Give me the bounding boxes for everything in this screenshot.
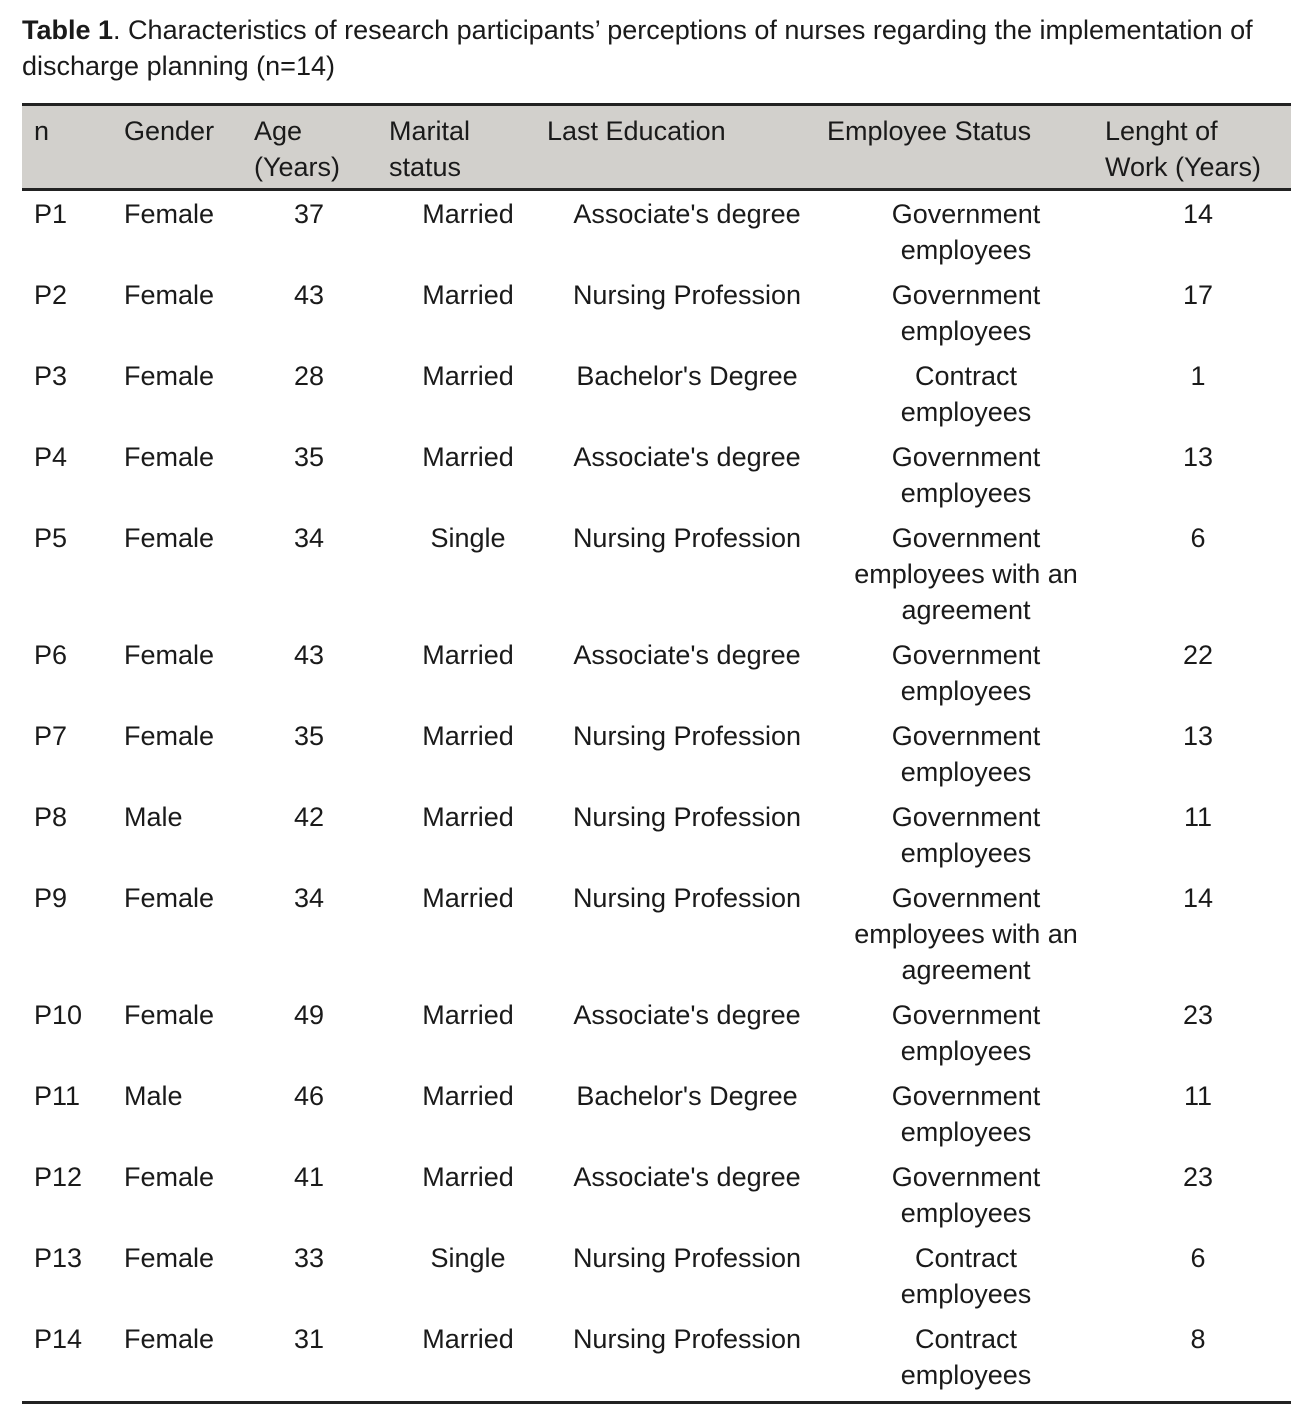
cell-last-education: Associate's degree	[573, 199, 801, 229]
cell-age: 42	[294, 802, 325, 832]
cell-marital-status: Married	[422, 802, 514, 832]
cell-age: 35	[294, 721, 325, 751]
employee-status-line: Government	[891, 1162, 1041, 1192]
cell-marital-status: Married	[422, 442, 514, 472]
cell-marital-status: Married	[422, 640, 514, 670]
cell-length-of-work: 23	[1182, 1000, 1214, 1030]
cell-last-education: Associate's degree	[573, 442, 801, 472]
participants-table	[22, 103, 1291, 1404]
cell-last-education: Bachelor's Degree	[576, 361, 798, 391]
table-row	[22, 1073, 1291, 1154]
employee-status-line: Government	[891, 721, 1041, 751]
cell-marital-status: Single	[430, 523, 506, 553]
employee-status-line: employees with an	[854, 559, 1078, 589]
cell-employee-status	[827, 434, 1105, 515]
cell-n: P14	[22, 1316, 124, 1403]
cell-age: 43	[294, 280, 325, 310]
employee-status-line: employees	[900, 1036, 1032, 1066]
cell-marital-status: Married	[422, 199, 514, 229]
cell-age: 41	[294, 1162, 325, 1192]
cell-employee-status	[827, 190, 1105, 273]
cell-length-of-work: 14	[1182, 199, 1214, 229]
cell-gender: Female	[124, 640, 215, 670]
employee-status-line: employees with an	[854, 919, 1078, 949]
cell-marital-status: Married	[422, 883, 514, 913]
cell-age: 37	[294, 199, 325, 229]
cell-employee-status	[827, 515, 1105, 632]
cell-age: 33	[294, 1243, 325, 1273]
table-row	[22, 632, 1291, 713]
cell-gender: Female	[124, 361, 215, 391]
cell-gender: Female	[124, 883, 215, 913]
cell-length-of-work: 8	[1105, 1316, 1291, 1403]
cell-n: P4	[34, 442, 68, 472]
cell-last-education: Nursing Profession	[572, 280, 802, 310]
employee-status-line: Contract	[914, 361, 1018, 391]
employee-status-line: Government	[891, 280, 1041, 310]
cell-marital-status: Married	[422, 721, 514, 751]
table-caption-text: . Characteristics of research participants’ perceptions of nurses regarding the implementation of discharge planning (n=14)	[22, 15, 1253, 81]
cell-gender: Female	[124, 721, 215, 751]
header-gender: Gender	[124, 105, 254, 190]
cell-length-of-work: 23	[1182, 1162, 1214, 1192]
header-age	[254, 105, 389, 190]
table-caption-label: Table 1	[22, 15, 114, 45]
cell-length-of-work: 11	[1183, 802, 1213, 832]
cell-employee-status	[827, 875, 1105, 992]
table-header	[22, 105, 1291, 190]
employee-status-line: employees	[900, 316, 1032, 346]
cell-gender: Male	[124, 802, 183, 832]
cell-length-of-work: 13	[1182, 721, 1214, 751]
cell-age: 31	[254, 1316, 389, 1403]
employee-status-line: employees	[900, 1279, 1032, 1309]
cell-employee-status	[827, 1235, 1105, 1316]
cell-last-education: Bachelor's Degree	[576, 1081, 798, 1111]
cell-n: P9	[34, 883, 68, 913]
header-marital-line1: Marital	[389, 116, 471, 146]
employee-status-line: Government	[891, 802, 1041, 832]
cell-n: P3	[34, 361, 68, 391]
cell-gender: Female	[124, 1316, 254, 1403]
cell-marital-status: Married	[422, 280, 514, 310]
cell-length-of-work: 1	[1190, 361, 1206, 391]
cell-last-education: Nursing Profession	[572, 721, 802, 751]
cell-marital-status: Married	[422, 1162, 514, 1192]
cell-employee-status	[827, 353, 1105, 434]
cell-n: P13	[34, 1243, 83, 1273]
header-row	[22, 105, 1291, 190]
table-caption	[22, 12, 1272, 84]
cell-length-of-work: 13	[1182, 442, 1214, 472]
employee-status-line: Government	[891, 523, 1041, 553]
table-row	[22, 1154, 1291, 1235]
table-row	[22, 515, 1291, 632]
cell-last-education: Nursing Profession	[572, 883, 802, 913]
employee-status-line: Government	[891, 1081, 1041, 1111]
employee-status-line: Government	[891, 1000, 1041, 1030]
cell-last-education: Associate's degree	[573, 1000, 801, 1030]
cell-n: P5	[34, 523, 68, 553]
cell-gender: Female	[124, 1000, 215, 1030]
cell-marital-status: Married	[422, 1081, 514, 1111]
header-age-line1: Age	[254, 116, 303, 146]
header-marital-line2: status	[389, 152, 462, 182]
cell-n: P1	[34, 199, 68, 229]
employee-status-line: employees	[900, 1360, 1032, 1390]
cell-n: P7	[34, 721, 68, 751]
cell-employee-status	[827, 1073, 1105, 1154]
cell-n: P10	[34, 1000, 83, 1030]
cell-age: 35	[294, 442, 325, 472]
cell-age: 46	[294, 1081, 325, 1111]
cell-length-of-work: 22	[1182, 640, 1214, 670]
cell-last-education: Associate's degree	[573, 1162, 801, 1192]
cell-length-of-work: 14	[1182, 883, 1214, 913]
table-row	[22, 190, 1291, 273]
employee-status-line: Government	[891, 883, 1041, 913]
employee-status-line: employees	[900, 478, 1032, 508]
cell-n: P6	[34, 640, 68, 670]
cell-length-of-work: 17	[1182, 280, 1214, 310]
employee-status-line: employees	[900, 838, 1032, 868]
employee-status-line: employees	[900, 397, 1032, 427]
employee-status-line: Government	[891, 442, 1041, 472]
cell-employee-status	[827, 713, 1105, 794]
cell-n: P2	[34, 280, 68, 310]
header-employee-status: Employee Status	[827, 105, 1105, 190]
cell-gender: Female	[124, 442, 215, 472]
cell-age: 34	[294, 523, 325, 553]
cell-n: P11	[34, 1081, 81, 1111]
table-row	[22, 794, 1291, 875]
cell-age: 43	[294, 640, 325, 670]
table-row	[22, 434, 1291, 515]
cell-length-of-work: 6	[1190, 523, 1206, 553]
cell-last-education: Nursing Profession	[572, 802, 802, 832]
cell-n: P12	[34, 1162, 83, 1192]
employee-status-line: employees	[900, 1198, 1032, 1228]
employee-status-line: agreement	[901, 595, 1031, 625]
employee-status-line: Contract	[914, 1324, 1018, 1354]
cell-marital-status: Married	[422, 361, 514, 391]
employee-status-line: employees	[900, 676, 1032, 706]
cell-gender: Female	[124, 1243, 215, 1273]
cell-gender: Female	[124, 199, 215, 229]
table-row	[22, 353, 1291, 434]
cell-last-education: Nursing Profession	[572, 523, 802, 553]
cell-age: 34	[294, 883, 325, 913]
cell-length-of-work: 6	[1190, 1243, 1206, 1273]
employee-status-line: Contract	[914, 1243, 1018, 1273]
cell-last-education: Associate's degree	[573, 640, 801, 670]
cell-n: P8	[34, 802, 68, 832]
header-length-line1: Lenght of	[1105, 116, 1218, 146]
employee-status-line: employees	[900, 235, 1032, 265]
header-marital	[389, 105, 547, 190]
cell-last-education: Nursing Profession	[572, 1243, 802, 1273]
cell-gender: Female	[124, 523, 215, 553]
employee-status-line: employees	[900, 1117, 1032, 1147]
table-row	[22, 272, 1291, 353]
cell-gender: Male	[124, 1081, 183, 1111]
cell-employee-status	[827, 794, 1105, 875]
table-row	[22, 713, 1291, 794]
cell-employee-status	[827, 272, 1105, 353]
table-row	[22, 1235, 1291, 1316]
employee-status-line: Government	[891, 199, 1041, 229]
table-row	[22, 992, 1291, 1073]
header-length-line2: Work (Years)	[1105, 152, 1262, 182]
cell-marital-status: Married	[422, 1000, 514, 1030]
header-education: Last Education	[547, 105, 827, 190]
cell-age: 28	[294, 361, 325, 391]
cell-gender: Female	[124, 1162, 215, 1192]
table-row	[22, 875, 1291, 992]
cell-length-of-work: 11	[1183, 1081, 1213, 1111]
employee-status-line: agreement	[901, 955, 1031, 985]
cell-age: 49	[294, 1000, 325, 1030]
employee-status-line: employees	[900, 757, 1032, 787]
cell-gender: Female	[124, 280, 215, 310]
header-n: n	[22, 105, 124, 190]
cell-employee-status	[827, 632, 1105, 713]
table-row	[22, 1316, 1291, 1403]
cell-marital-status: Married	[389, 1316, 547, 1403]
cell-employee-status	[827, 992, 1105, 1073]
cell-employee-status	[827, 1154, 1105, 1235]
cell-last-education: Nursing Profession	[547, 1316, 827, 1403]
cell-employee-status	[827, 1316, 1105, 1403]
header-length-of-work	[1105, 105, 1291, 190]
cell-marital-status: Single	[430, 1243, 506, 1273]
employee-status-line: Government	[891, 640, 1041, 670]
table-body	[22, 190, 1291, 1403]
header-age-line2: (Years)	[254, 152, 341, 182]
